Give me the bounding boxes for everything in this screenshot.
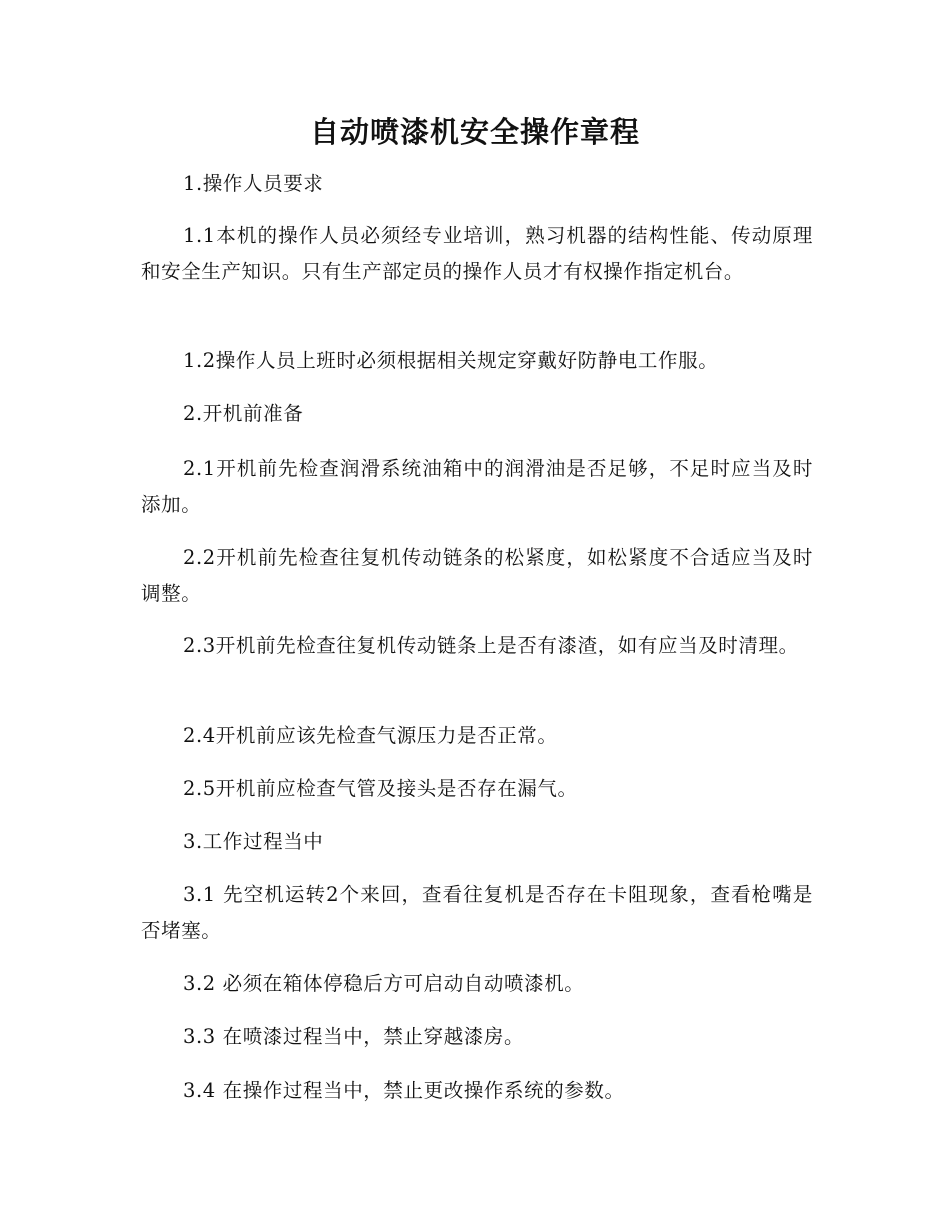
section-heading-2: 2.开机前准备 bbox=[183, 402, 304, 425]
paragraph-3-3: 3.3 在喷漆过程当中，禁止穿越漆房。 bbox=[183, 1025, 525, 1048]
paragraph-1-1: 1.1本机的操作人员必须经专业培训，熟习机器的结构性能、传动原理和安全生产知识。只有生产部定员的操作人员才有权操作指定机台。 bbox=[141, 224, 813, 283]
paragraph-2-3: 2.3开机前先检查往复机传动链条上是否有漆渣，如有应当及时清理。 bbox=[183, 634, 799, 657]
paragraph-3-4: 3.4 在操作过程当中，禁止更改操作系统的参数。 bbox=[183, 1079, 625, 1102]
document-title: 自动喷漆机安全操作章程 bbox=[309, 115, 640, 149]
paragraph-1-2: 1.2操作人员上班时必须根据相关规定穿戴好防静电工作服。 bbox=[183, 349, 719, 372]
section-heading-3: 3.工作过程当中 bbox=[183, 830, 324, 853]
paragraph-2-1: 2.1开机前先检查润滑系统油箱中的润滑油是否足够，不足时应当及时添加。 bbox=[141, 457, 813, 516]
paragraph-3-1: 3.1 先空机运转2个来回，查看往复机是否存在卡阻现象，查看枪嘴是否堵塞。 bbox=[141, 883, 813, 942]
paragraph-2-2: 2.2开机前先检查往复机传动链条的松紧度，如松紧度不合适应当及时调整。 bbox=[141, 546, 813, 605]
paragraph-3-2: 3.2 必须在箱体停稳后方可启动自动喷漆机。 bbox=[183, 972, 585, 995]
paragraph-2-5: 2.5开机前应检查气管及接头是否存在漏气。 bbox=[183, 777, 578, 800]
paragraph-2-4: 2.4开机前应该先检查气源压力是否正常。 bbox=[183, 724, 558, 747]
section-heading-1: 1.操作人员要求 bbox=[183, 172, 324, 195]
